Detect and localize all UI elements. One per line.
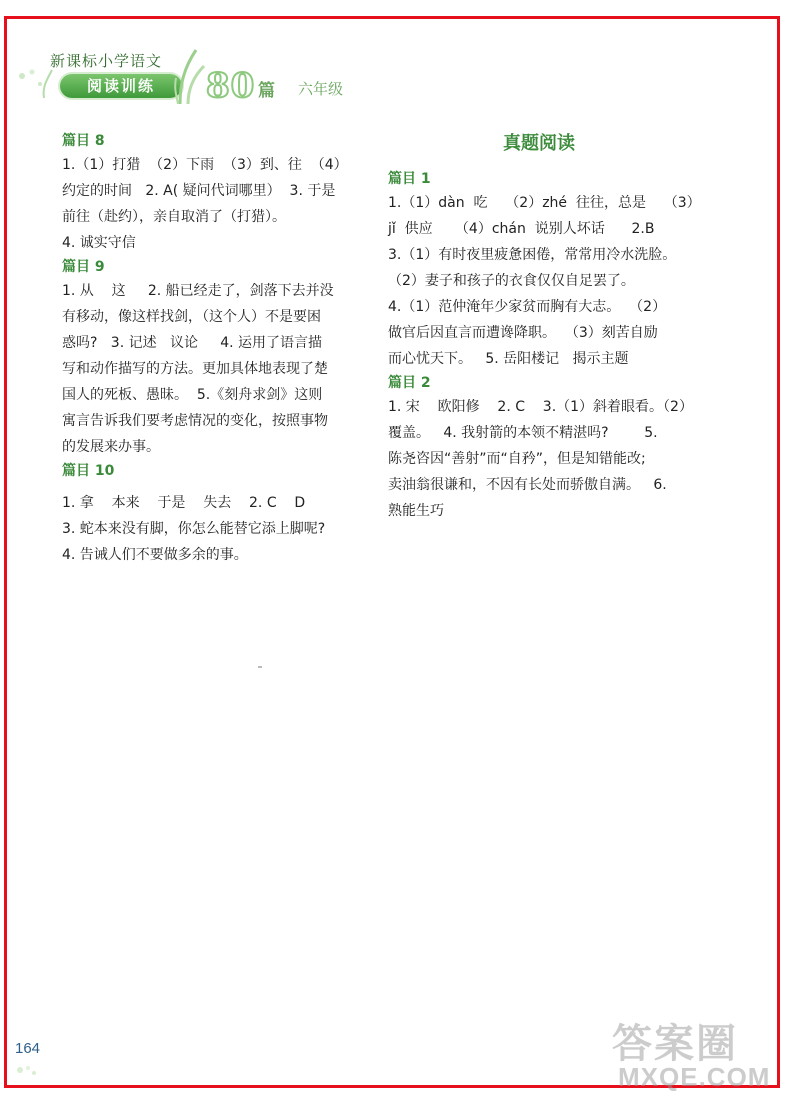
answer-line: 4. 诚实守信 bbox=[62, 235, 136, 251]
grade-label: 六年级 bbox=[298, 80, 344, 98]
section-title: 篇目 2 bbox=[388, 375, 431, 391]
answer-line: 覆盖。 4. 我射箭的本领不精湛吗? 5. bbox=[388, 425, 658, 441]
article-count: 80 bbox=[206, 66, 256, 106]
section-title: 篇目 8 bbox=[62, 133, 105, 149]
answer-line: 有移动，像这样找剑，（这个人）不是要困 bbox=[62, 309, 321, 325]
answer-line: 而心忧天下。 5. 岳阳楼记 揭示主题 bbox=[388, 351, 629, 367]
answer-line: 前往（赴约），亲自取消了（打猎）。 bbox=[62, 209, 286, 225]
answer-line: 1. 拿 本来 于是 失去 2. C D bbox=[62, 495, 306, 511]
grass-icon bbox=[174, 48, 206, 104]
speck bbox=[258, 666, 262, 668]
answer-line: 的发展来办事。 bbox=[62, 439, 160, 455]
article-unit: 篇 bbox=[258, 81, 275, 101]
answer-line: 约定的时间 2. A( 疑问代词哪里） 3. 于是 bbox=[62, 183, 336, 199]
answer-line: 3.（1）有时夜里疲惫困倦，常常用冷水洗脸。 bbox=[388, 247, 677, 263]
answer-line: 寓言告诉我们要考虑情况的变化，按照事物 bbox=[62, 413, 328, 429]
watermark-url: MXQE.COM bbox=[618, 1062, 771, 1092]
real-exam-heading: 真题阅读 bbox=[503, 133, 575, 154]
section-title: 篇目 10 bbox=[62, 463, 115, 479]
book-title-badge: 阅读训练 bbox=[60, 74, 182, 98]
answer-line: 国人的死板、愚昧。 5.《刻舟求剑》这则 bbox=[62, 387, 323, 403]
answer-line: 陈尧咨因“善射”而“自矜”，但是知错能改; bbox=[388, 451, 646, 467]
answer-line: jǐ 供应 （4）chán 说别人坏话 2.B bbox=[388, 221, 655, 237]
answer-line bbox=[62, 482, 366, 490]
answer-line: 1.（1）dàn 吃 （2）zhé 往往，总是 （3） bbox=[388, 195, 701, 211]
page-number: 164 bbox=[15, 1040, 41, 1057]
answer-line: 做官后因直言而遭谗降职。 （3）刻苦自励 bbox=[388, 325, 658, 341]
answer-line: 1. 宋 欧阳修 2. C 3.（1）斜着眼看。（2） bbox=[388, 399, 693, 415]
answer-line: （2）妻子和孩子的衣食仅仅自足罢了。 bbox=[388, 273, 635, 289]
series-title: 新课标小学语文 bbox=[50, 52, 163, 70]
section-10 bbox=[62, 460, 366, 568]
answer-line: 写和动作描写的方法。更加具体地表现了楚 bbox=[62, 361, 328, 377]
book-header bbox=[14, 44, 374, 106]
answer-line: 惑吗? 3. 记述 议论 4. 运用了语言描 bbox=[62, 335, 322, 351]
section-1 bbox=[388, 168, 700, 372]
watermark-text: 答案圈 bbox=[612, 1021, 738, 1067]
answer-line: 1. 从 这 2. 船已经走了，剑落下去并没 bbox=[62, 283, 334, 299]
answer-line: 1.（1）打猎 （2）下雨 （3）到、往 （4） bbox=[62, 157, 348, 173]
left-column bbox=[62, 130, 366, 568]
answer-line: 3. 蛇本来没有脚，你怎么能替它添上脚呢? bbox=[62, 521, 326, 537]
answer-line: 4. 告诫人们不要做多余的事。 bbox=[62, 547, 248, 563]
section-9 bbox=[62, 256, 366, 460]
watermark bbox=[612, 1012, 784, 1092]
flower-decoration-icon bbox=[14, 1062, 40, 1078]
answer-line: 卖油翁很谦和，不因有长处而骄傲自满。 6. bbox=[388, 477, 667, 493]
section-title: 篇目 1 bbox=[388, 171, 431, 187]
section-title: 篇目 9 bbox=[62, 259, 105, 275]
section-8 bbox=[62, 130, 366, 256]
section-2 bbox=[388, 372, 700, 524]
answer-line: 4.（1）范仲淹年少家贫而胸有大志。 （2） bbox=[388, 299, 667, 315]
leaf-decoration-icon bbox=[14, 64, 54, 100]
answer-line: 熟能生巧 bbox=[388, 503, 444, 519]
right-column bbox=[388, 130, 700, 524]
